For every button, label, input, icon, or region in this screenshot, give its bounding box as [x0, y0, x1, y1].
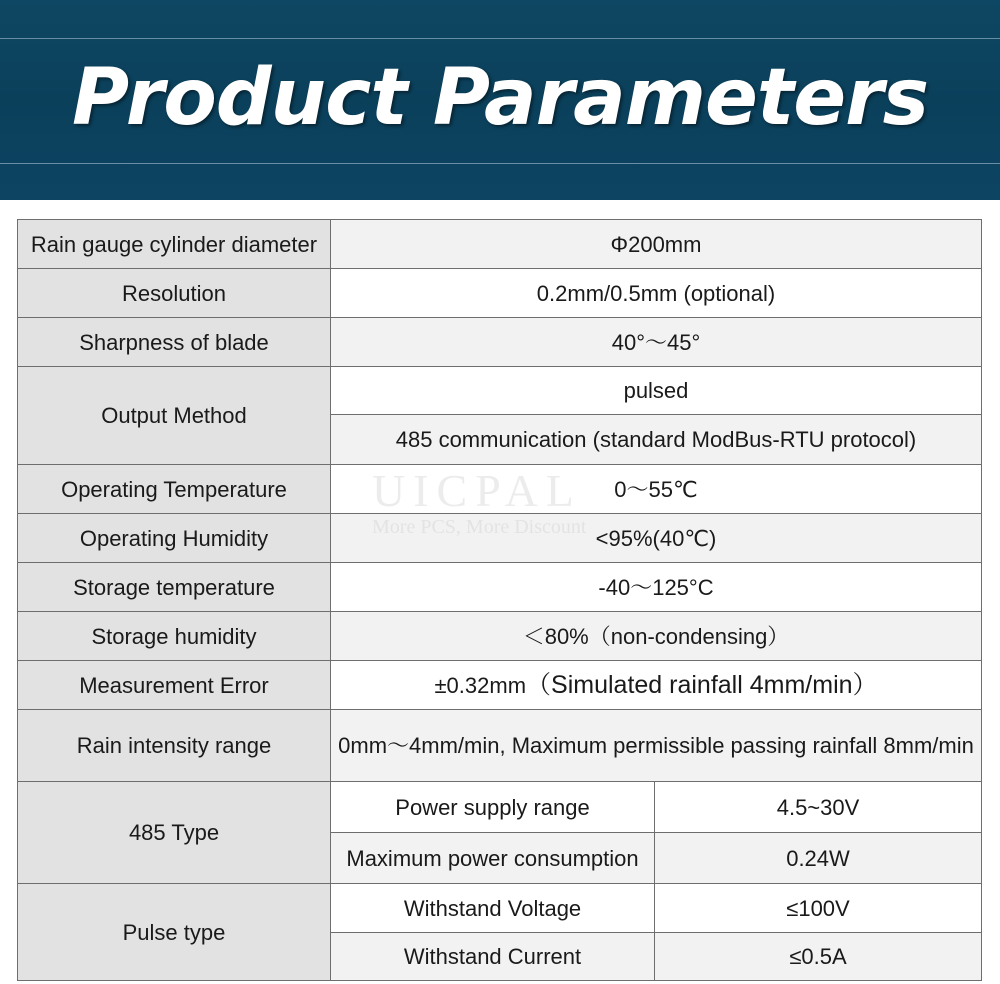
row-label: Rain intensity range — [18, 710, 331, 782]
row-label: Output Method — [18, 367, 331, 465]
error-value: ±0.32mm — [434, 672, 527, 698]
row-value: -40～125°C — [331, 563, 982, 612]
sub-value: 0.24W — [655, 833, 982, 884]
row-value: 0mm～4mm/min, Maximum permissible passing rainfall 8mm/min — [331, 710, 982, 782]
error-condition: （Simulated rainfall 4mm/min） — [526, 670, 878, 699]
row-label: Storage temperature — [18, 563, 331, 612]
sub-value: ≤100V — [655, 884, 982, 933]
table-row — [18, 367, 982, 415]
row-value — [331, 661, 982, 710]
row-label: Pulse type — [18, 884, 331, 981]
row-value: <95%(40℃) — [331, 514, 982, 563]
row-value: 0～55℃ — [331, 465, 982, 514]
row-label: Operating Humidity — [18, 514, 331, 563]
page-title: Product Parameters — [71, 53, 929, 143]
table-row — [18, 514, 982, 563]
table-row — [18, 220, 982, 269]
table-row — [18, 884, 982, 933]
banner-top-rule — [0, 38, 1000, 39]
sub-label: Withstand Voltage — [331, 884, 655, 933]
parameters-table — [17, 219, 982, 981]
sub-value: 4.5~30V — [655, 782, 982, 833]
table-row — [18, 318, 982, 367]
row-label: Rain gauge cylinder diameter — [18, 220, 331, 269]
row-value: 40°～45° — [331, 318, 982, 367]
sub-label: Maximum power consumption — [331, 833, 655, 884]
table-row — [18, 782, 982, 833]
row-value: pulsed — [331, 367, 982, 415]
table-row — [18, 661, 982, 710]
banner-bottom-rule — [0, 163, 1000, 164]
row-value: Φ200mm — [331, 220, 982, 269]
sub-label: Withstand Current — [331, 933, 655, 981]
row-label: Measurement Error — [18, 661, 331, 710]
row-label: Storage humidity — [18, 612, 331, 661]
sub-value: ≤0.5A — [655, 933, 982, 981]
row-value: 0.2mm/0.5mm (optional) — [331, 269, 982, 318]
row-value: 485 communication (standard ModBus-RTU protocol) — [331, 415, 982, 465]
watermark-brand: UICPAL — [372, 465, 582, 516]
table-row — [18, 465, 982, 514]
row-label: Operating Temperature — [18, 465, 331, 514]
row-label: 485 Type — [18, 782, 331, 884]
table-row — [18, 563, 982, 612]
header-banner — [0, 0, 1000, 200]
watermark-tagline: More PCS, More Discount — [372, 516, 587, 538]
table-row — [18, 710, 982, 782]
table-row — [18, 269, 982, 318]
sub-label: Power supply range — [331, 782, 655, 833]
row-value: ＜80%（non-condensing） — [331, 612, 982, 661]
row-label: Resolution — [18, 269, 331, 318]
row-label: Sharpness of blade — [18, 318, 331, 367]
table-row — [18, 612, 982, 661]
